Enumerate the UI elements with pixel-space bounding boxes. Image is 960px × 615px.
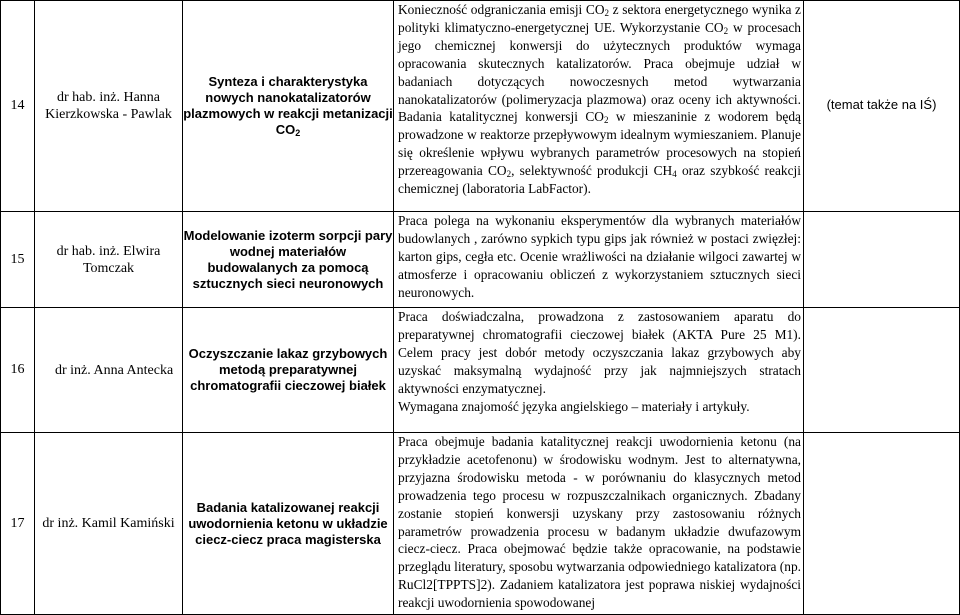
- row-number: 17: [1, 433, 35, 615]
- supervisor-name: dr inż. Kamil Kamiński: [35, 433, 183, 615]
- supervisor-name: dr hab. inż. Elwira Tomczak: [35, 212, 183, 308]
- note-cell: [804, 1, 960, 212]
- table-row: [1, 308, 960, 433]
- row-number: 16: [1, 308, 35, 433]
- thesis-title: Badania katalizowanej reakcji uwodornienia ketonu w układzie ciecz-ciecz praca magisterska: [183, 433, 394, 615]
- note-text: (temat także na IŚ): [826, 97, 937, 112]
- thesis-description: Praca obejmuje badania katalitycznej reakcji uwodornienia ketonu (na przykładzie acetofenonu) w środowisku wodnym. Jest to alternatywna, przyjazna środowisku metoda - w porównaniu do klasycznych metod prowadzenia tego procesu w rozpuszczalnikach organicznych. Zbadany zostanie stopień konwersji uzyskany przy zastosowaniu różnych parametrów prowadzenia procesu w badanym układzie dwufazowym ciecz-ciecz. Praca obejmować będzie także opracowanie, na podstawie przeglądu literatury, sposobu wytwarzania odpowiedniego katalizatora (np. RuCl2[TPPTS]2). Zadaniem katalizatora jest poprawa niskiej wydajności reakcji uwodornienia spowodowanej: [394, 433, 804, 615]
- thesis-title: Oczyszczanie lakaz grzybowych metodą preparatywnej chromatografii cieczowej białek: [183, 308, 394, 433]
- thesis-description: Praca polega na wykonaniu eksperymentów dla wybranych materiałów budowlanych , zarówno sypkich typu gips jak również w postaci zwięzłej: karton gips, cegła etc. Ocenie wrażliwości na działanie wilgoci zawartej w atmosferze i opracowaniu obliczeń z wykorzystaniem sztucznych sieci neuronowych.: [394, 212, 804, 308]
- thesis-title: Synteza i charakterystyka nowych nanokatalizatorów plazmowych w reakcji metanizacji $CO_2$: [183, 1, 394, 212]
- note-cell: [804, 308, 960, 433]
- table-row: [1, 212, 960, 308]
- note-cell: [804, 433, 960, 615]
- thesis-description: Praca doświadczalna, prowadzona z zastosowaniem aparatu do preparatywnej chromatografii cieczowej białek (AKTA Pure 25 M1). Celem pracy jest dobór metody oczyszczania lakaz grzybowych aby uzyskać maksymalną wydajność przy jak najmniejszych stratach aktywności enzymatycznej. Wymagana znajomość języka angielskiego – materiały i artykuły.: [394, 308, 804, 433]
- row-number: 15: [1, 212, 35, 308]
- table-row: [1, 433, 960, 615]
- note-cell: [804, 212, 960, 308]
- supervisor-name: dr inż. Anna Antecka: [35, 308, 183, 433]
- thesis-description: Konieczność odgraniczania emisji $CO_2$ z sektora energetycznego wynika z polityki klimatyczno-energetycznej UE. Wykorzystanie $CO_2$ w procesach jego chemicznej konwersji do użytecznych produktów wymaga opracowania skutecznych katalizatorów. Praca obejmuje udział w badaniach dotyczących nowoczesnych metod wytwarzania nanokatalizatorów (polimeryzacja plazmowa) oraz oceny ich aktywności. Badania katalitycznej konwersji $CO_2$ w mieszaninie z wodorem będą prowadzone w reaktorze przepływowym idealnym wymieszaniem. Planuje się określenie wpływu wybranych parametrów procesowych na stopień przereagowania $CO_2$, selektywność produkcji $CH_4$ oraz szybkość reakcji chemicznej (laboratoria LabFactor).: [394, 1, 804, 212]
- row-number: 14: [1, 1, 35, 212]
- thesis-title: Modelowanie izoterm sorpcji pary wodnej materiałów budowalanych za pomocą sztucznych sieci neuronowych: [183, 212, 394, 308]
- supervisor-name: dr hab. inż. Hanna Kierzkowska - Pawlak: [35, 1, 183, 212]
- table-row: [1, 1, 960, 212]
